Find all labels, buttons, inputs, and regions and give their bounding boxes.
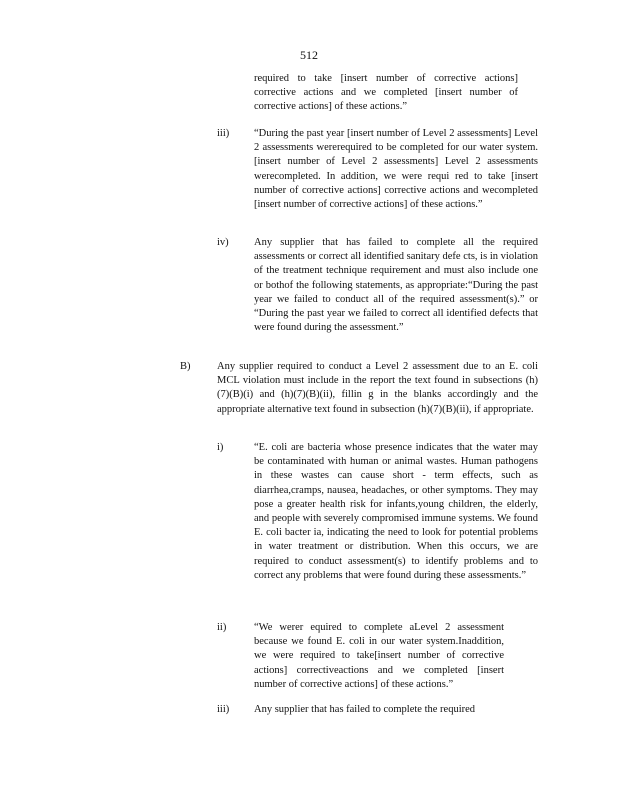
item-label-a-iv: iv) (217, 237, 229, 248)
item-label-b-iii: iii) (217, 704, 230, 715)
paragraph-continuation: required to take [insert number of corrective actions] corrective actions and we completed [insert number of corrective actions] of these actions.” (254, 73, 518, 113)
page-number: 512 (300, 48, 318, 62)
paragraph-b: Any supplier required to conduct a Level 2 assessment due to an E. coli MCL violation must include in the report the text found in subsections (h)(7)(B)(i) and (h)(7)(B)(ii), fillin g in the blanks accordingly and the appropriate alternative text found in subsection (h)(7)(B)(ii), if appropriate. (217, 361, 538, 415)
paragraph-a-iv: Any supplier that has failed to complete all the required assessments or correct all identified sanitary defe cts, is in violation of the treatment technique requirement and must also include one or bothof the following statements, as appropriate:“During the past year we failed to conduct all of the required assessment(s).” or “During the past year we failed to correct all identified defects that were found during the assessment.” (254, 237, 538, 334)
item-label-b-ii: ii) (217, 622, 227, 633)
paragraph-a-iii: “During the past year [insert number of Level 2 assessments] Level 2 assessments wererequired to be completed for our water system. [insert number of Level 2 assessments] Level 2 assessments werecompleted. In addition, we were requi red to take [insert number of corrective actions] corrective actions and wecompleted [insert number of corrective actions] of these actions.” (254, 128, 538, 211)
item-label-a-iii: iii) (217, 128, 230, 139)
paragraph-b-iii: Any supplier that has failed to complete the required (254, 704, 476, 715)
paragraph-b-i: “E. coli are bacteria whose presence indicates that the water may be contaminated with human or animal wastes. Human pathogens in these wastes can cause short - term effects, such as diarrhea,cramps, nausea, headaches, or other symptoms. They may pose a greater health risk for infants,young children, the elderly, and people with severely compromised immune systems. We found E. coli bacter ia, indicating the need to look for potential problems in water treatment or distribution. When this occurs, we are required to conduct assessment(s) to identify problems and to correct any problems that were found during these assessments.” (254, 442, 538, 581)
paragraph-b-ii: “We werer equired to complete aLevel 2 assessment because we found E. coli in our water system.Inaddition, we were required to take[insert number of corrective actions] correctiveactions and we completed [insert number of corrective actions] of these actions.” (254, 622, 504, 690)
item-label-b: B) (180, 361, 191, 372)
item-label-b-i: i) (217, 442, 224, 453)
